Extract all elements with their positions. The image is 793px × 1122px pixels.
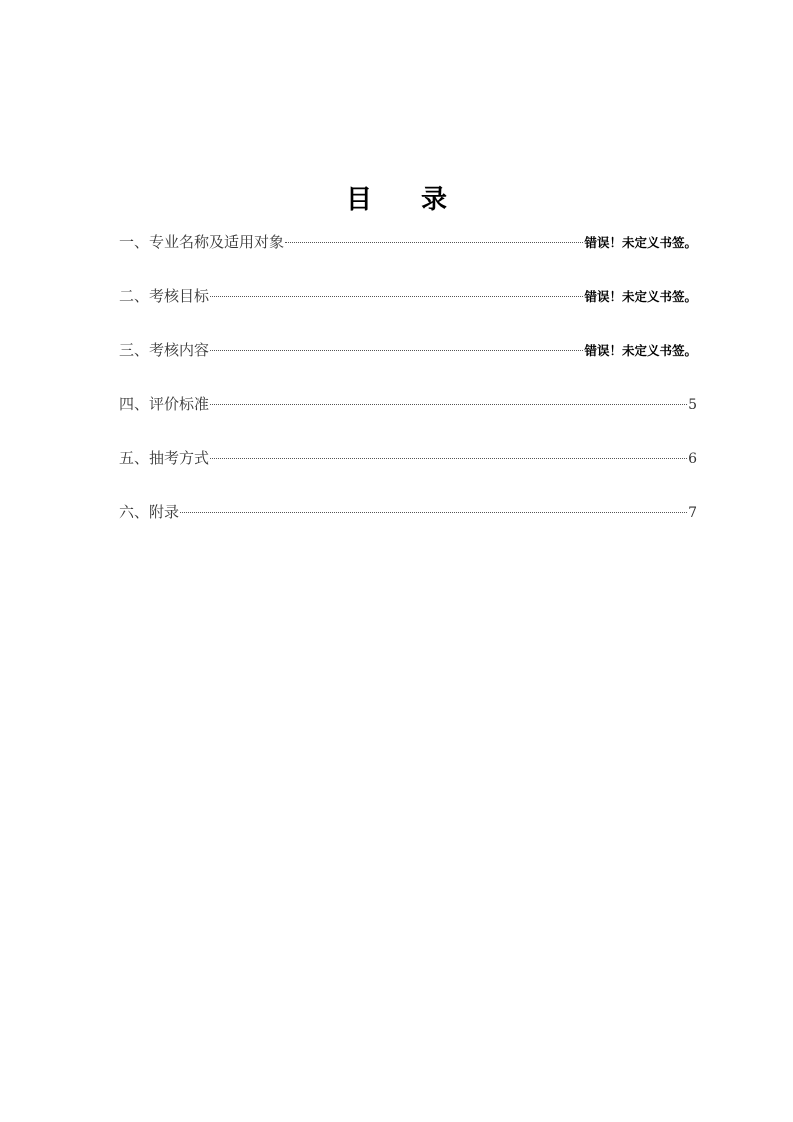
- toc-dot-leader: [210, 404, 687, 405]
- toc-entry[interactable]: [119, 445, 697, 499]
- toc-entry[interactable]: [119, 229, 697, 283]
- toc-entry-page-error: 错误！未定义书签。: [584, 343, 697, 358]
- toc-entry-page-error: 错误！未定义书签。: [584, 235, 697, 250]
- toc-entry-label: 二、考核目标: [119, 287, 210, 305]
- toc-entry[interactable]: [119, 337, 697, 391]
- toc-title: 目 录: [345, 185, 468, 215]
- toc-dot-leader: [210, 458, 687, 459]
- toc-entry[interactable]: [119, 283, 697, 337]
- toc-entry-label: 三、考核内容: [119, 341, 210, 359]
- toc-entry-label: 一、专业名称及适用对象: [119, 233, 285, 251]
- toc-entry-label: 六、附录: [119, 503, 180, 521]
- toc-dot-leader: [285, 242, 583, 243]
- toc-entry-page-error: 错误！未定义书签。: [584, 289, 697, 304]
- toc-dot-leader: [210, 350, 583, 351]
- toc-entry[interactable]: [119, 391, 697, 445]
- toc-entry-label: 五、抽考方式: [119, 449, 210, 467]
- toc-entry-page-number: 6: [688, 451, 697, 467]
- toc-dot-leader: [180, 512, 687, 513]
- toc-entry-page-number: 7: [688, 505, 697, 521]
- toc-entry[interactable]: [119, 499, 697, 553]
- toc-dot-leader: [210, 296, 583, 297]
- toc-list: [119, 229, 697, 553]
- toc-entry-page-number: 5: [688, 397, 697, 413]
- toc-entry-label: 四、评价标准: [119, 395, 210, 413]
